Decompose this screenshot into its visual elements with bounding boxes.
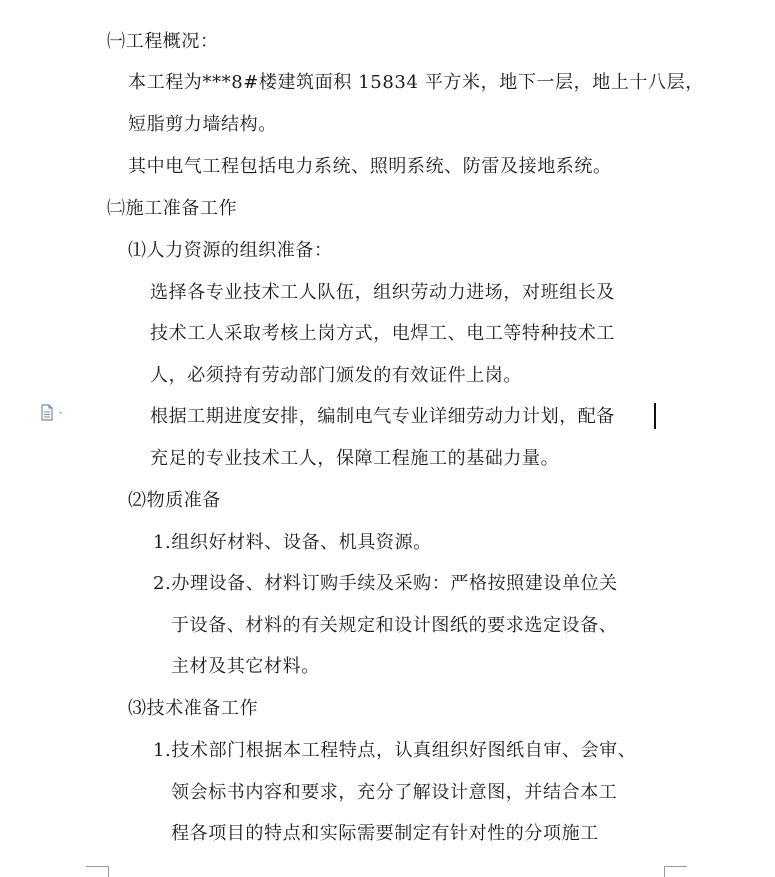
paragraph-line: 人，必须持有劳动部门颁发的有效证件上岗。	[150, 365, 522, 386]
list-item: 1.技术部门根据本工程特点，认真组织好图纸自审、会审、	[153, 740, 637, 761]
list-item-continuation: 主材及其它材料。	[171, 656, 320, 677]
paragraph-line: 根据工期进度安排，编制电气专业详细劳动力计划，配备	[150, 406, 615, 427]
subsection-heading: ⑴人力资源的组织准备：	[128, 240, 333, 261]
list-item-continuation: 于设备、材料的有关规定和设计图纸的要求选定设备、	[171, 615, 618, 636]
paragraph-line: 短脂剪力墙结构。	[128, 114, 277, 135]
section-heading: ㈠工程概况：	[107, 31, 219, 52]
text-cursor	[654, 403, 656, 429]
list-item: 2.办理设备、材料订购手续及采购：严格按照建设单位关	[153, 573, 618, 594]
list-item-continuation: 领会标书内容和要求，充分了解设计意图，并结合本工	[171, 782, 618, 803]
document-icon[interactable]	[40, 404, 66, 422]
paragraph-line: 本工程为***8#楼建筑面积 15834 平方米，地下一层，地上十八层，	[128, 72, 704, 93]
list-item-continuation: 程各项目的特点和实际需要制定有针对性的分项施工	[171, 823, 599, 844]
margin-mark-bottom-left	[86, 866, 109, 877]
paragraph-line: 技术工人采取考核上岗方式，电焊工、电工等特种技术工	[150, 323, 615, 344]
chevron-down-icon	[59, 412, 62, 414]
paragraph-line: 选择各专业技术工人队伍，组织劳动力进场，对班组长及	[150, 282, 615, 303]
margin-mark-bottom-right	[664, 866, 687, 877]
subsection-heading: ⑵物质准备	[128, 490, 221, 511]
subsection-heading: ⑶技术准备工作	[128, 698, 259, 719]
section-heading: ㈡施工准备工作	[107, 198, 238, 219]
list-item: 1.组织好材料、设备、机具资源。	[153, 532, 432, 553]
paragraph-line: 其中电气工程包括电力系统、照明系统、防雷及接地系统。	[128, 156, 612, 177]
paragraph-line: 充足的专业技术工人，保障工程施工的基础力量。	[150, 448, 560, 469]
